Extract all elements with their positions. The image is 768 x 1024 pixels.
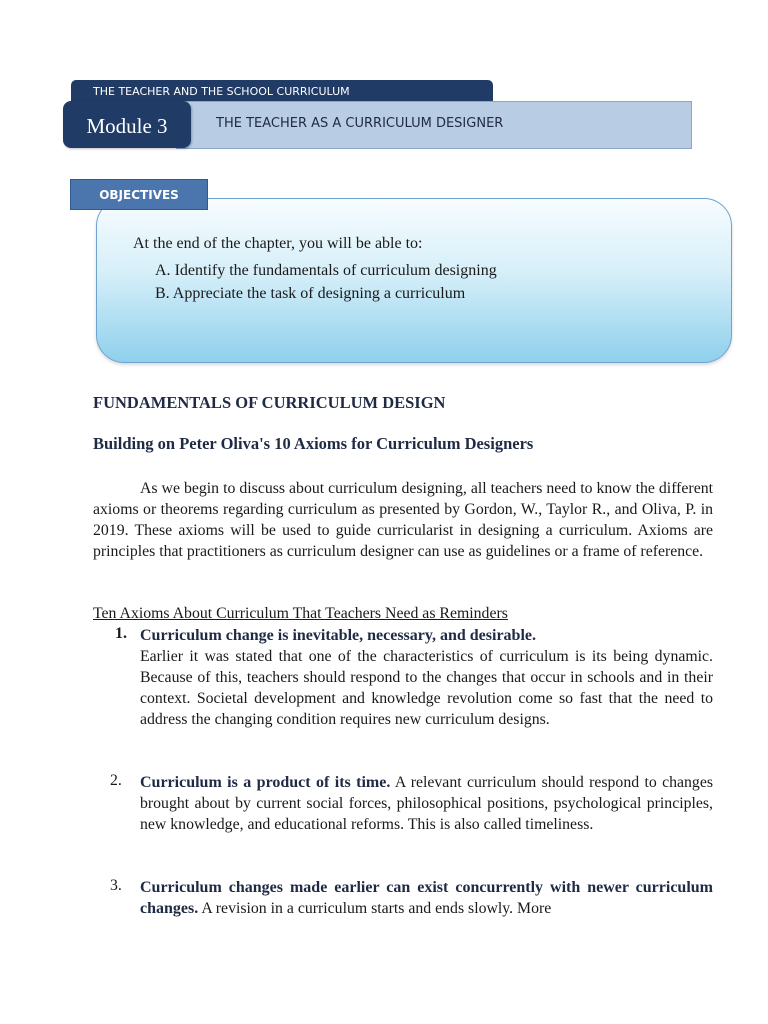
objectives-box: [96, 198, 732, 363]
section-heading: FUNDAMENTALS OF CURRICULUM DESIGN: [93, 393, 446, 412]
intro-paragraph: As we begin to discuss about curriculum designing, all teachers need to know the different axioms or theorems regarding curriculum as presented by Gordon, W., Taylor R., and Oliva, P. in 2019. These axioms will be used to guide curricularist in designing a curriculum. Axioms are principles that practitioners as curriculum designer can use as guidelines or a frame of reference.: [93, 480, 713, 560]
module-title: THE TEACHER AS A CURRICULUM DESIGNER: [216, 116, 504, 131]
objective-letter: B.: [155, 285, 170, 302]
axiom-body: A relevant curriculum should respond to changes brought about by current social forces, philosophical positions, psychological principles, new knowledge, and educational reforms. This is also called timeliness.: [140, 774, 713, 833]
objective-letter: A.: [155, 262, 171, 279]
axioms-list-heading: Ten Axioms About Curriculum That Teachers Need as Reminders: [93, 605, 508, 622]
axiom-title: Curriculum changes made earlier can exist concurrently with newer curriculum changes.: [140, 879, 713, 917]
course-title-bar: [71, 80, 493, 102]
objective-text: Identify the fundamentals of curriculum designing: [174, 262, 497, 279]
course-title: THE TEACHER AND THE SCHOOL CURRICULUM: [93, 85, 350, 98]
objective-item: [155, 262, 497, 280]
axiom-item: [140, 877, 713, 919]
axiom-body: A revision in a curriculum starts and ends slowly. More: [201, 900, 552, 917]
objectives-intro: At the end of the chapter, you will be able to:: [133, 235, 423, 252]
module-label: Module 3: [86, 114, 168, 138]
axiom-title: Curriculum change is inevitable, necessary, and desirable.: [140, 627, 536, 644]
axiom-item: [140, 625, 713, 730]
axiom-number: 1.: [115, 625, 127, 642]
objective-item: [155, 285, 465, 303]
objectives-tab: [70, 179, 208, 210]
sub-heading: Building on Peter Oliva's 10 Axioms for Curriculum Designers: [93, 434, 534, 453]
axiom-title: Curriculum is a product of its time.: [140, 774, 391, 791]
module-label-box: [63, 101, 191, 148]
objectives-tab-label: OBJECTIVES: [99, 188, 179, 202]
axiom-body: Earlier it was stated that one of the characteristics of curriculum is its being dynamic. Because of this, teachers should respond to the changes that occur in schools and in their context. Societal development and knowledge revolution come so fast that the need to address the changing condition requires new curriculum designs.: [140, 648, 713, 728]
axiom-number: 3.: [110, 877, 122, 894]
objective-text: Appreciate the task of designing a curriculum: [172, 285, 466, 302]
axiom-number: 2.: [110, 772, 122, 789]
axiom-item: [140, 772, 713, 835]
